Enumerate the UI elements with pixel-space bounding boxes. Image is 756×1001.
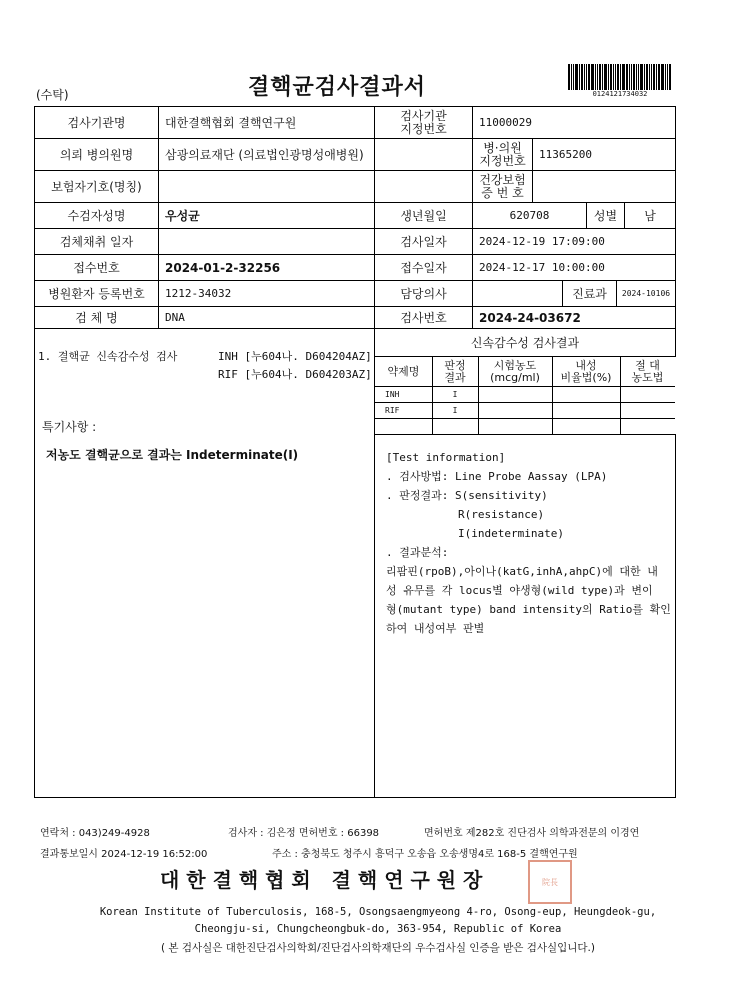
sex-value: 남 (644, 209, 656, 223)
lab-code-value: 11000029 (479, 116, 532, 129)
barcode (568, 64, 672, 98)
test-info-analysis-3: 형(mutant type) band intensity의 Ratio를 확인 (386, 603, 671, 616)
test-date-label: 검사일자 (400, 235, 447, 249)
barcode-bar (568, 64, 570, 90)
dob-value: 620708 (509, 209, 550, 222)
receipt-label: (수탁) (36, 88, 69, 102)
test-info-analysis-4: 하여 내성여부 판별 (386, 622, 485, 635)
result-cell (620, 386, 675, 402)
result-header-cell: 내성 비율법(%) (560, 358, 612, 384)
result-cell (432, 418, 478, 434)
barcode-bar (636, 64, 637, 90)
barcode-bar (573, 64, 574, 90)
remarks-label: 특기사항 : (42, 420, 97, 434)
barcode-bar (620, 64, 621, 90)
result-cell (478, 402, 552, 418)
rif-line: RIF [누604나. D604203AZ] (218, 368, 372, 381)
barcode-bar (656, 64, 657, 90)
client-code-label: 병·의원 지정번호 (479, 140, 526, 168)
barcode-bar (644, 64, 645, 90)
address-en-1: Korean Institute of Tuberculosis, 168-5, Osongsaengmyeong 4-ro, Osong-eup, Heungdeok-gu, (99, 906, 657, 918)
receipt-no-value: 2024-01-2-32256 (165, 260, 281, 275)
lab-value: 대한결핵협회 결핵연구원 (165, 116, 297, 130)
certification-note: ( 본 검사실은 대한진단검사의학회/진단검사의학재단의 우수검사실 인증을 받은 검사실입니다.) (160, 942, 595, 954)
barcode-bar (622, 64, 625, 90)
specialist: 면허번호 제282호 진단검사 의학과전문의 이경연 (424, 828, 640, 839)
barcode-bar (584, 64, 585, 90)
barcode-bar (599, 64, 601, 90)
barcode-bar (626, 64, 628, 90)
test-info-analysis-2: 성 유무를 각 locus별 야생형(wild type)과 변이 (386, 584, 653, 597)
test-date-value: 2024-12-19 17:09:00 (479, 235, 605, 248)
dept-value: 2024-10106 (621, 289, 671, 298)
client-code-value: 11365200 (539, 148, 592, 161)
test-info (386, 448, 671, 638)
test-info-analysis-1: 리팜핀(rpoB),아이나(katG,inhA,ahpC)에 대한 내 (386, 565, 658, 578)
doctor-value (473, 281, 568, 306)
result-cell: I (452, 405, 458, 415)
barcode-bar (608, 64, 609, 90)
result-cell (620, 418, 675, 434)
test-info-method: . 검사방법: Line Probe Aassay (LPA) (386, 470, 608, 483)
result-header-cell: 약제명 (387, 364, 420, 378)
health-insurance-value (533, 171, 675, 202)
barcode-bar (653, 64, 655, 90)
client-value: 삼광의료재단 (의료법인광명성애병원) (165, 148, 364, 162)
test-info-heading: [Test information] (386, 451, 506, 464)
receipt-no-label: 접수번호 (73, 261, 120, 275)
lab-label: 검사기관명 (67, 116, 126, 130)
barcode-bar (661, 64, 664, 90)
barcode-bar (610, 64, 612, 90)
barcode-number: 0124121734032 (592, 90, 648, 98)
result-header-cell: 절 대 농도법 (631, 358, 664, 384)
client-label: 의뢰 병의원명 (59, 148, 134, 162)
receipt-date-value: 2024-12-17 10:00:00 (479, 261, 605, 274)
result-cell (552, 402, 620, 418)
barcode-bar (617, 64, 619, 90)
specimen-label: 검 체 명 (75, 311, 118, 325)
sex-label: 성별 (593, 209, 618, 223)
barcode-bar (631, 64, 632, 90)
result-cell (552, 386, 620, 402)
collect-date-label: 검체채취 일자 (59, 235, 134, 249)
barcode-bar (651, 64, 652, 90)
test-no-value: 2024-24-03672 (479, 310, 581, 325)
inh-line: INH [누604나. D604204AZ] (218, 350, 372, 363)
result-cell (478, 418, 552, 434)
barcode-bar (649, 64, 650, 90)
barcode-bar (646, 64, 648, 90)
collect-date-value (159, 229, 374, 254)
barcode-bar (591, 64, 594, 90)
test-title: 1. 결핵균 신속감수성 검사 (38, 350, 178, 363)
specimen-value: DNA (165, 311, 185, 324)
barcode-bar (571, 64, 572, 90)
test-info-analysis-label: . 결과분석: (386, 546, 449, 559)
result-header-cell: 시험농도 (mcg/ml) (490, 358, 540, 384)
registration-label: 병원환자 등록번호 (48, 287, 145, 301)
barcode-bar (581, 64, 583, 90)
seal-text: 院長 (542, 877, 558, 887)
barcode-bar (588, 64, 590, 90)
result-cell: INH (385, 389, 400, 399)
contact: 연락처 : 043)249-4928 (40, 828, 150, 839)
official-seal (528, 860, 572, 904)
page-title: 결핵균검사결과서 (248, 74, 427, 100)
address-en-2: Cheongju-si, Chungcheongbuk-do, 363-954, Republic of Korea (194, 923, 562, 935)
barcode-bar (640, 64, 643, 90)
barcode-bar (667, 64, 668, 90)
org-name: 대 한 결 핵 협 회 결 핵 연 구 원 장 (160, 868, 483, 892)
insured-value (159, 171, 374, 202)
barcode-bar (595, 64, 596, 90)
registration-value: 1212-34032 (165, 287, 232, 300)
barcode-bar (579, 64, 580, 90)
barcode-bar (602, 64, 603, 90)
barcode-bar (638, 64, 639, 90)
dept-label: 진료과 (572, 287, 607, 301)
barcode-bar (615, 64, 616, 90)
barcode-bar (597, 64, 598, 90)
insured-label: 보험자기호(명칭) (51, 180, 142, 194)
result-cell (552, 418, 620, 434)
barcode-bar (658, 64, 660, 90)
test-info-judgment-i: I(indeterminate) (458, 527, 564, 540)
health-insurance-label: 건강보험 증 번 호 (479, 172, 526, 200)
lab-code-label: 검사기관 지정번호 (400, 108, 447, 136)
barcode-bar (629, 64, 630, 90)
barcode-bar (613, 64, 614, 90)
doctor-label: 담당의사 (400, 287, 447, 301)
barcode-bar (669, 64, 671, 90)
patient-name-value: 우성균 (165, 209, 200, 223)
result-cell (620, 402, 675, 418)
examiner: 검사자 : 김은정 면허번호 : 66398 (228, 828, 380, 839)
test-info-judgment-r: R(resistance) (458, 508, 545, 521)
barcode-bar (604, 64, 607, 90)
test-no-label: 검사번호 (400, 311, 447, 325)
notify: 결과통보일시 2024-12-19 16:52:00 (40, 849, 208, 860)
barcode-bar (586, 64, 587, 90)
result-cell (478, 386, 552, 402)
remarks-value: 저농도 결핵균으로 결과는 Indeterminate(I) (46, 448, 299, 462)
dob-label: 생년월일 (400, 209, 447, 223)
result-cell: I (452, 389, 458, 399)
barcode-bar (665, 64, 666, 90)
result-cell: RIF (385, 405, 400, 415)
test-info-judgment: . 판정결과: S(sensitivity) (386, 489, 548, 502)
result-table-title: 신속감수성 검사결과 (470, 336, 580, 350)
address: 주소 : 충청북도 청주시 흥덕구 오송읍 오송생명4로 168-5 결핵연구원 (272, 849, 578, 860)
barcode-bar (633, 64, 635, 90)
receipt-date-label: 접수일자 (400, 261, 447, 275)
result-header-cell: 판정 결과 (444, 358, 466, 384)
patient-name-label: 수검자성명 (67, 209, 126, 223)
barcode-bar (575, 64, 578, 90)
